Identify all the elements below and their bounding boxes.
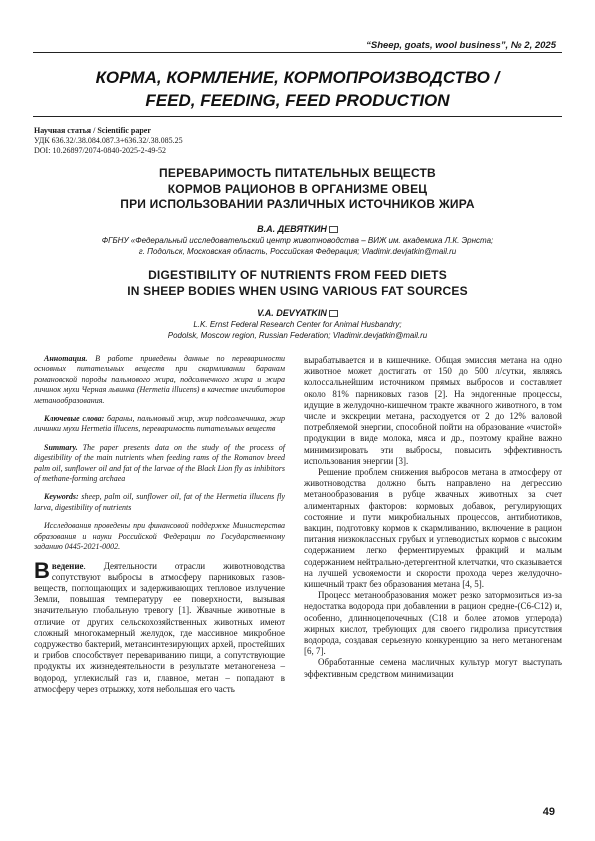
body-paragraph: Обработанные семена масличных культур могут выступать эффективным средством минимизации <box>304 657 562 679</box>
udc: УДК 636.32/.38.084.087.3+636.32/.38.085.25 <box>34 135 183 145</box>
section-title-line2: FEED, FEEDING, FEED PRODUCTION <box>145 91 450 110</box>
header-rule <box>33 52 562 53</box>
title-ru-line2: КОРМОВ РАЦИОНОВ В ОРГАНИЗМЕ ОВЕЦ <box>167 181 428 196</box>
author-ru-name: В.А. ДЕВЯТКИН <box>257 224 327 234</box>
journal-header: “Sheep, goats, wool business”, № 2, 2025 <box>366 40 556 51</box>
affiliation-ru-line1: ФГБНУ «Федеральный исследовательский центр животноводства – ВИЖ им. академика Л.К. Эрнста; <box>101 236 494 245</box>
section-title-line1: КОРМА, КОРМЛЕНИЕ, КОРМОПРОИЗВОДСТВО / <box>95 68 500 87</box>
keywords-ru: Ключевые слова: бараны, пальмовый жир, жир подсолнечника, жир личинки мухи Hermetia illucens, переваримость питательных веществ <box>34 414 286 434</box>
affiliation-ru <box>40 236 555 257</box>
title-en-line1: DIGESTIBILITY OF NUTRIENTS FROM FEED DIETS <box>148 268 447 282</box>
keywords-en: Keywords: sheep, palm oil, sunflower oil, fat of the Hermetia illucens fly larva, digestibility of nutrients <box>34 492 285 512</box>
summary-en: Summary. The paper presents data on the study of the process of digestibility of the main nutrients when feeding rams of the Romanov breed palm oil, sunflower oil and fat of the larvae of the Black Lion fly as inhibitors of methane-forming archaea <box>34 442 285 484</box>
title-ru-line1: ПЕРЕВАРИМОСТЬ ПИТАТЕЛЬНЫХ ВЕЩЕСТВ <box>159 166 436 180</box>
body-paragraph: Процесс метанообразования может резко затормозиться из-за недостатка водорода при добавлении в рацион средне-(C6-C12) и, особенно, длинноцепочечных (C18 и более атомов углерода) жирных кислот, требующих для своего гидролиза присутствия водорода, создавая серьезную конкуренцию за него метаногенам [6, 7]. <box>304 590 562 657</box>
affiliation-en-line2: Podolsk, Moscow region, Russian Federation; Vladimir.devjatkin@mail.ru <box>167 330 428 340</box>
affiliation-ru-line2: г. Подольск, Московская область, Российская Федерация; Vladimir.devjatkin@mail.ru <box>138 246 457 256</box>
page-number: 49 <box>542 806 555 818</box>
left-column <box>34 354 285 695</box>
body-paragraph: Решение проблем снижения выбросов метана в атмосферу от животноводства должно быть направлено на дегрессию метанообразования в рубце жвачных животных за счет алиментарных факторов: кормовых добавок, регулирующих состояние и пути микробиальных процессов, антибиотиков, вакцин, подготовку кормов к скармливанию, включение в рацион питания низкоклассных грубых и углеводистых кормов с высоким содержанием легко ферментируемых фракций и малым содержанием нейтрально-детергентной клетчатки, что сказывается на лучшей усвояемости и скорости прохода через желудочно-кишечный тракт без образования метана [4, 5]. <box>304 467 562 590</box>
article-type: Научная статья / Scientific paper <box>34 126 151 135</box>
body-paragraph: вырабатывается и в кишечнике. Общая эмиссия метана на одно животное может достигать от 150 до 500 л/сутки, являясь колоссальнейшим источником прямых выбросов и составляет около 81% парниковых газов [2]. На эндогенные процессы, идущие в желудочно-кишечном тракте жвачного животного, в том числе и экскреции метана, расходуется от 2 до 12% валовой потребляемой энергии, способной пойти на образование «чистой» продукции в виде молока, мяса и др., поэтому крайне важно минимизировать эти выбросы, повысить эффективность использования энергии [3]. <box>304 355 562 466</box>
title-ru <box>40 166 555 213</box>
title-en <box>40 268 555 299</box>
abstract-ru: Аннотация. В работе приведены данные по переваримости основных питательных веществ при скармливании баранам романовской породы пальмового жира, подсолнечного жира и жира личинок мухи Черная львинка (Hermetia illucens) в качестве ингибиторов метанообразования. <box>34 354 285 405</box>
author-en <box>0 308 595 318</box>
title-en-line2: IN SHEEP BODIES WHEN USING VARIOUS FAT SOURCES <box>127 283 468 298</box>
section-title <box>40 66 555 112</box>
doi[interactable]: DOI: 10.26897/2074-0840-2025-2-49-52 <box>34 145 166 155</box>
author-en-name: V.A. DEVYATKIN <box>257 308 327 318</box>
article-meta <box>34 126 183 155</box>
intro-paragraph: Введение. Деятельности отрасли животноводства сопутствуют выбросы в атмосферу парниковых газов-веществ, поглощающих и задерживающих тепловое излучение Земли, повышая температуру ее поверхности, вызывая значительную глобальную тревогу [1]. Жвачные животные в отличие от других сельскохозяйственных животных имеют сложный многокамерный желудок, где массивное микробное содружество бактерий, метансинтезирующих архей, простейших и грибов способствует перевариванию пищи, а сопутствующие продукты их жизнедеятельности в результате метаногенеза – водород, углекислый газ и, главное, метан – попадают в атмосферу через отрыжку, хотя небольшая его часть <box>34 557 285 694</box>
author-ru <box>0 224 595 234</box>
right-column <box>304 355 562 680</box>
affiliation-en <box>40 320 555 341</box>
title-ru-line3: ПРИ ИСПОЛЬЗОВАНИИ РАЗЛИЧНЫХ ИСТОЧНИКОВ ЖИРА <box>120 197 475 211</box>
funding-note: Исследования проведены при финансовой поддержке Министерства образования и науки Российской Федерации по Государственному заданию 0445-2021-0002. <box>34 521 285 552</box>
dropcap: В <box>34 557 50 583</box>
section-rule <box>33 116 562 117</box>
envelope-icon <box>329 226 338 233</box>
envelope-icon <box>329 310 338 317</box>
affiliation-en-line1: L.K. Ernst Federal Research Center for Animal Husbandry; <box>193 320 402 329</box>
